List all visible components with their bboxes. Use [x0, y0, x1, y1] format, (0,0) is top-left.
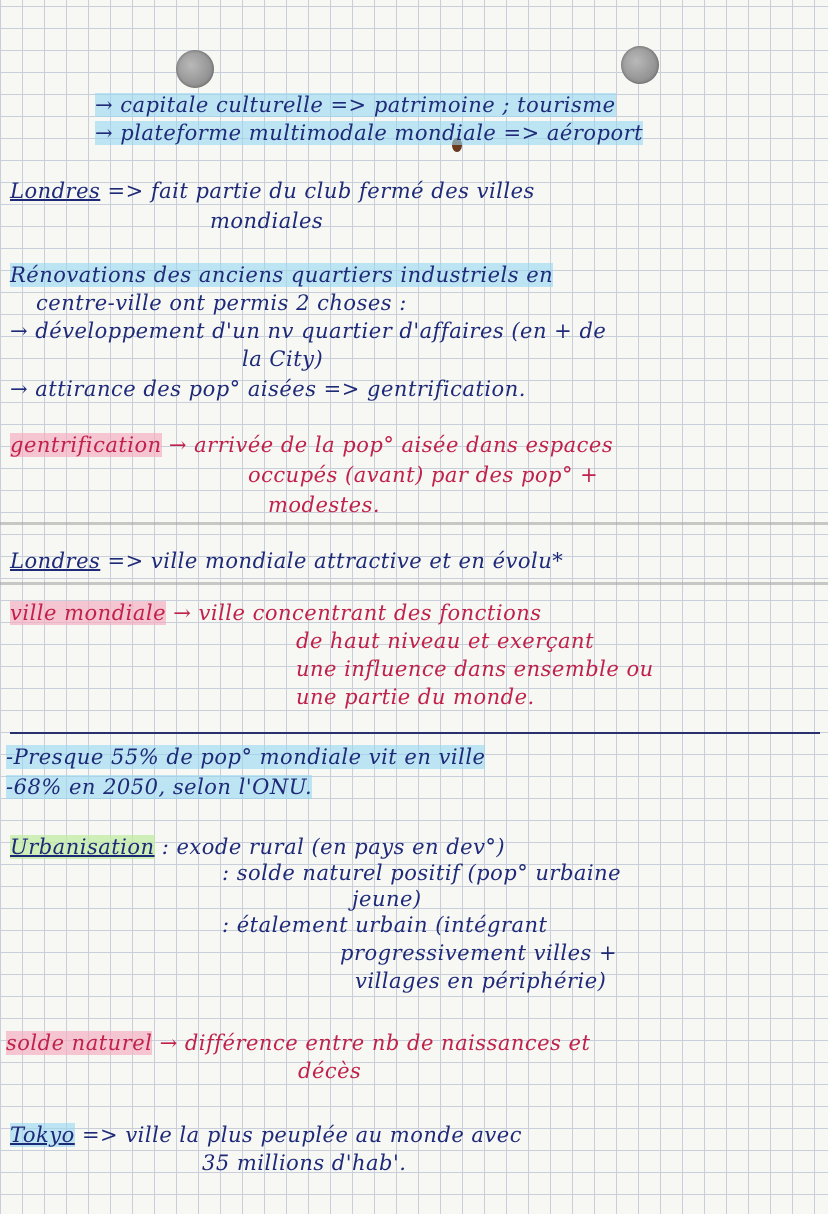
note-line: [340, 940, 617, 966]
definition-line: [296, 684, 535, 710]
note-text: progressivement villes +: [340, 941, 618, 965]
definition-term: ville mondiale: [10, 601, 167, 625]
definition-line: [298, 1058, 361, 1084]
definition-line: [296, 656, 654, 682]
definition-line: [10, 432, 613, 458]
note-text: → différence entre nb de naissances et: [159, 1031, 591, 1055]
note-line: [10, 834, 505, 860]
note-text: jeune): [352, 887, 422, 911]
note-text: => fait partie du club fermé des villes: [107, 179, 535, 203]
note-line: [36, 290, 407, 316]
note-text: → plateforme multimodale mondiale => aéroport: [95, 121, 644, 145]
note-line: [10, 376, 526, 402]
keyword: Londres: [10, 179, 101, 203]
note-line: [10, 178, 535, 204]
keyword: Londres: [10, 549, 101, 573]
note-text: de haut niveau et exerçant: [296, 629, 595, 653]
note-text: décès: [298, 1059, 362, 1083]
note-text: → ville concentrant des fonctions: [173, 601, 542, 625]
note-line: [222, 860, 621, 886]
note-text: : exode rural (en pays en dev°): [161, 835, 506, 859]
page-fold: [0, 582, 828, 585]
note-text: → arrivée de la pop° aisée dans espaces: [168, 433, 614, 457]
note-line: [6, 774, 312, 800]
note-line: [242, 346, 323, 372]
note-line: [10, 1122, 522, 1148]
page-fold: [0, 522, 828, 525]
note-line: [355, 968, 606, 994]
keyword: Tokyo: [10, 1123, 75, 1147]
note-text: → attirance des pop° aisées => gentrification.: [10, 377, 526, 401]
note-line: [202, 1150, 406, 1176]
note-text: villages en périphérie): [355, 969, 607, 993]
note-line: [10, 548, 563, 574]
note-line: [6, 744, 485, 770]
note-text: → développement d'un nv quartier d'affaires (en + de: [10, 319, 607, 343]
note-text: : solde naturel positif (pop° urbaine: [222, 861, 622, 885]
note-text: occupés (avant) par des pop° +: [248, 463, 599, 487]
note-text: la City): [242, 347, 324, 371]
note-line: [210, 208, 323, 234]
note-line: [222, 912, 547, 938]
definition-line: [268, 492, 380, 518]
note-text: => ville la plus peuplée au monde avec: [81, 1123, 522, 1147]
binder-hole-right: [621, 46, 659, 84]
binder-hole-left: [176, 50, 214, 88]
note-text: une influence dans ensemble ou: [296, 657, 654, 681]
statistic-text: -68% en 2050, selon l'ONU.: [6, 775, 313, 799]
definition-term: gentrification: [10, 433, 162, 457]
definition-line: [248, 462, 598, 488]
note-line: [352, 886, 422, 912]
keyword: Urbanisation: [10, 835, 155, 859]
note-line: [10, 318, 606, 344]
note-text: Rénovations des anciens quartiers industriels en: [10, 263, 554, 287]
definition-term: solde naturel: [6, 1031, 153, 1055]
note-line: [95, 120, 643, 146]
definition-line: [6, 1030, 590, 1056]
statistic-text: -Presque 55% de pop° mondiale vit en ville: [6, 745, 486, 769]
note-text: une partie du monde.: [296, 685, 535, 709]
note-text: → capitale culturelle => patrimoine ; tourisme: [95, 93, 616, 117]
definition-line: [296, 628, 594, 654]
section-divider: [10, 732, 820, 734]
note-text: centre-ville ont permis 2 choses :: [36, 291, 407, 315]
note-line: [10, 262, 553, 288]
note-text: 35 millions d'hab'.: [202, 1151, 407, 1175]
definition-line: [10, 600, 542, 626]
note-text: : étalement urbain (intégrant: [222, 913, 548, 937]
note-text: modestes.: [268, 493, 381, 517]
note-text: mondiales: [210, 209, 324, 233]
note-line: [95, 92, 616, 118]
note-text: => ville mondiale attractive et en évolu*: [107, 549, 564, 573]
